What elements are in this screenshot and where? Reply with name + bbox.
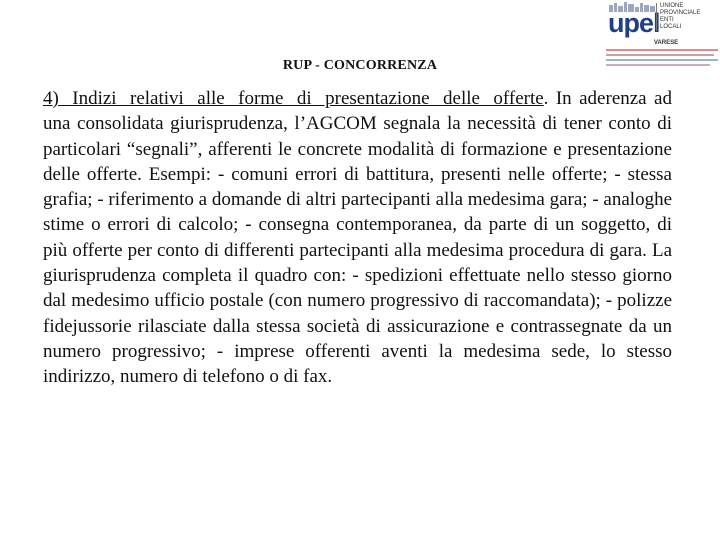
logo-fine-print-line [606,54,714,56]
body-paragraph [43,86,672,390]
slide-title: RUP - CONCORRENZA [282,58,438,73]
upel-logo [606,2,716,66]
logo-subtitle-line: PROVINCIALE [660,10,701,16]
logo-mark [606,2,718,38]
logo-city: VARESE [653,40,679,46]
logo-fine-print-line [606,49,718,51]
logo-wordmark: upel [608,8,660,38]
logo-subtitle-line: UNIONE [660,3,684,9]
logo-subtitle [656,3,720,31]
logo-subtitle-line: LOCALI [660,24,682,30]
paragraph-lead: 4) Indizi relativi alle forme di presentazione delle offerte [43,88,544,109]
logo-subtitle-line: ENTI [660,17,674,23]
paragraph-text: . In aderenza ad una consolidata giurisprudenza, l’AGCOM segnala la necessità di tener conto di particolari “segnali”, afferenti le concrete modalità di formazione e presentazione delle offerte. Esempi: - comuni errori di battitura, presenti nelle offerte; - stessa grafia; - riferimento a domande di altri partecipanti alla medesima gara; - analoghe stime o errori di calcolo; - consegna contemporanea, da parte di un soggetto, di più offerte per conto di differenti partecipanti alla medesima procedura di gara. La giurisprudenza completa il quadro con: - spedizioni effettuate nello stesso giorno dal medesimo ufficio postale (con numero progressivo di raccomandata); - polizze fidejussorie rilasciate dalla stessa società di assicurazione e contrassegnate da un numero progressivo; - imprese offerenti aventi la medesima sede, lo stesso indirizzo, numero di telefono o di fax. [43,88,672,388]
